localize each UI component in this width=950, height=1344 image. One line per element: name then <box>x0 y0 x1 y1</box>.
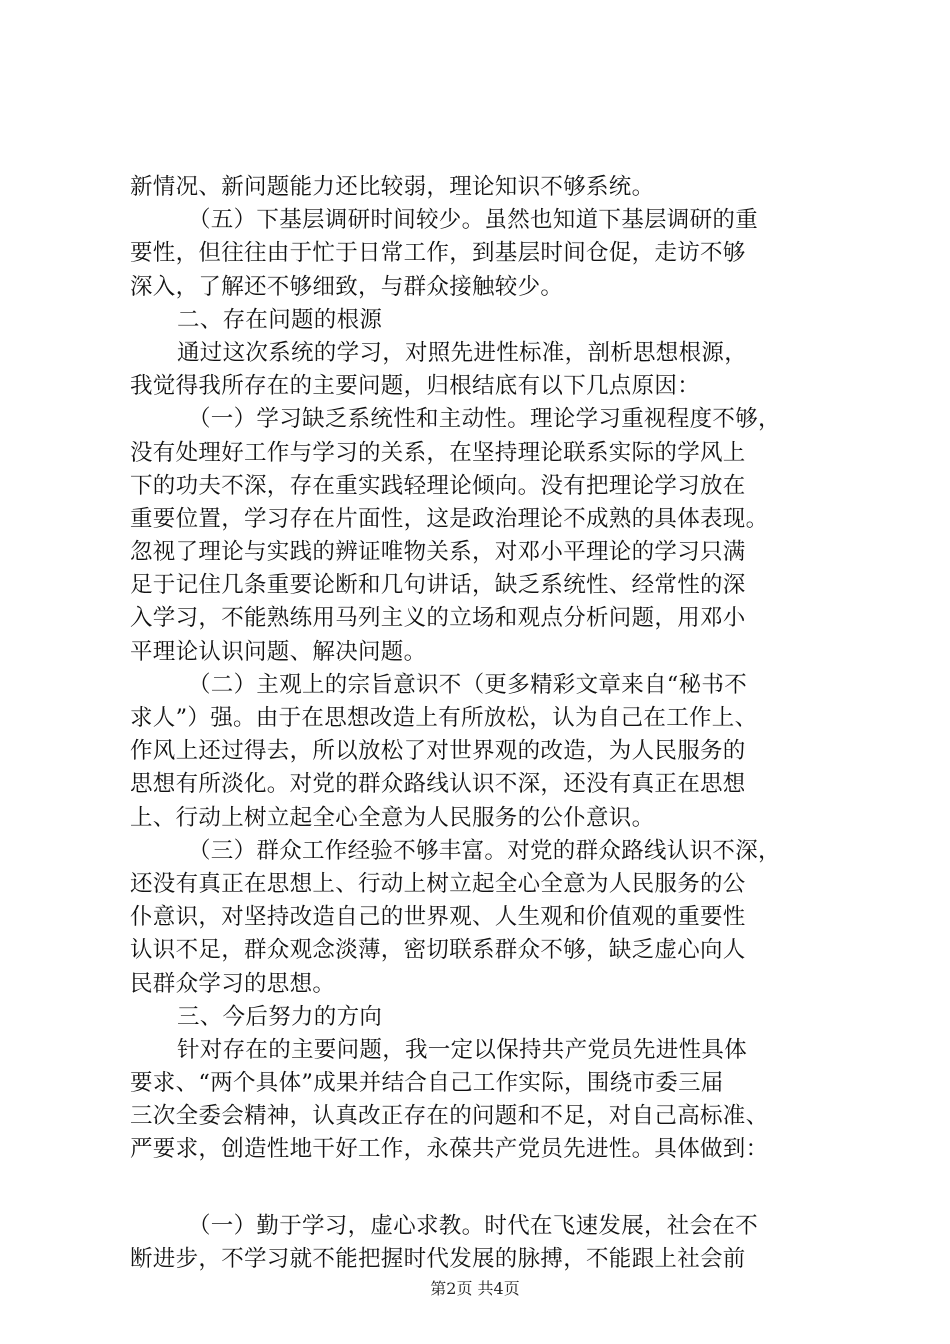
text-line: 重要位置，学习存在片面性，这是政治理论不成熟的具体表现。 <box>130 505 769 532</box>
text-line: （三）群众工作经验不够丰富。对党的群众路线认识不深， <box>188 837 781 864</box>
text-line: 断进步，不学习就不能把握时代发展的脉搏，不能跟上社会前 <box>130 1245 746 1272</box>
text-line: 针对存在的主要问题，我一定以保持共产党员先进性具体 <box>177 1036 748 1063</box>
text-line: 认识不足，群众观念淡薄，密切联系群众不够，缺乏虚心向人 <box>130 937 746 964</box>
document-body <box>130 171 830 1276</box>
text-line: 平理论认识问题、解决问题。 <box>130 638 427 665</box>
section-heading: 三、今后努力的方向 <box>177 1003 383 1030</box>
text-line: 通过这次系统的学习，对照先进性标准，剖析思想根源， <box>177 339 748 366</box>
text-line: 要性，但往往由于忙于日常工作，到基层时间仓促，走访不够 <box>130 240 746 267</box>
text-line: 民群众学习的思想。 <box>130 970 336 997</box>
page-footer: 第2页 共4页 <box>430 1279 520 1298</box>
section-heading: 二、存在问题的根源 <box>177 306 383 333</box>
text-line: 仆意识，对坚持改造自己的世界观、人生观和价值观的重要性 <box>130 904 746 931</box>
text-line: 要求、“两个具体”成果并结合自己工作实际，围绕市委三届 <box>130 1070 724 1097</box>
text-line: 忽视了理论与实践的辨证唯物关系，对邓小平理论的学习只满 <box>130 539 746 566</box>
paragraph-gap <box>130 1167 830 1210</box>
text-line: （五）下基层调研时间较少。虽然也知道下基层调研的重 <box>188 207 759 234</box>
text-line: 足于记住几条重要论断和几句讲话，缺乏系统性、经常性的深 <box>130 572 746 599</box>
text-line: （一）勤于学习，虚心求教。时代在飞速发展，社会在不 <box>188 1212 759 1239</box>
text-line: 深入，了解还不够细致，与群众接触较少。 <box>130 273 564 300</box>
text-line: 没有处理好工作与学习的关系，在坚持理论联系实际的学风上 <box>130 439 746 466</box>
text-line: 思想有所淡化。对党的群众路线认识不深，还没有真正在思想 <box>130 771 746 798</box>
text-line: 下的功夫不深，存在重实践轻理论倾向。没有把理论学习放在 <box>130 472 746 499</box>
text-line: 上、行动上树立起全心全意为人民服务的公仆意识。 <box>130 804 655 831</box>
text-line: 还没有真正在思想上、行动上树立起全心全意为人民服务的公 <box>130 870 746 897</box>
text-line: 我觉得我所存在的主要问题，归根结底有以下几点原因： <box>130 373 701 400</box>
text-line: 新情况、新问题能力还比较弱，理论知识不够系统。 <box>130 174 655 200</box>
text-line: 求人”）强。由于在思想改造上有所放松，认为自己在工作上、 <box>130 705 758 731</box>
text-line: 三次全委会精神，认真改正存在的问题和不足，对自己高标准、 <box>130 1103 769 1130</box>
text-line: 入学习，不能熟练用马列主义的立场和观点分析问题，用邓小 <box>130 605 746 632</box>
text-line: 严要求，创造性地干好工作，永葆共产党员先进性。具体做到： <box>130 1136 769 1163</box>
text-line: （二）主观上的宗旨意识不（更多精彩文章来自“秘书不 <box>188 671 748 698</box>
text-line: 作风上还过得去，所以放松了对世界观的改造，为人民服务的 <box>130 738 746 765</box>
text-line: （一）学习缺乏系统性和主动性。理论学习重视程度不够， <box>188 406 781 433</box>
